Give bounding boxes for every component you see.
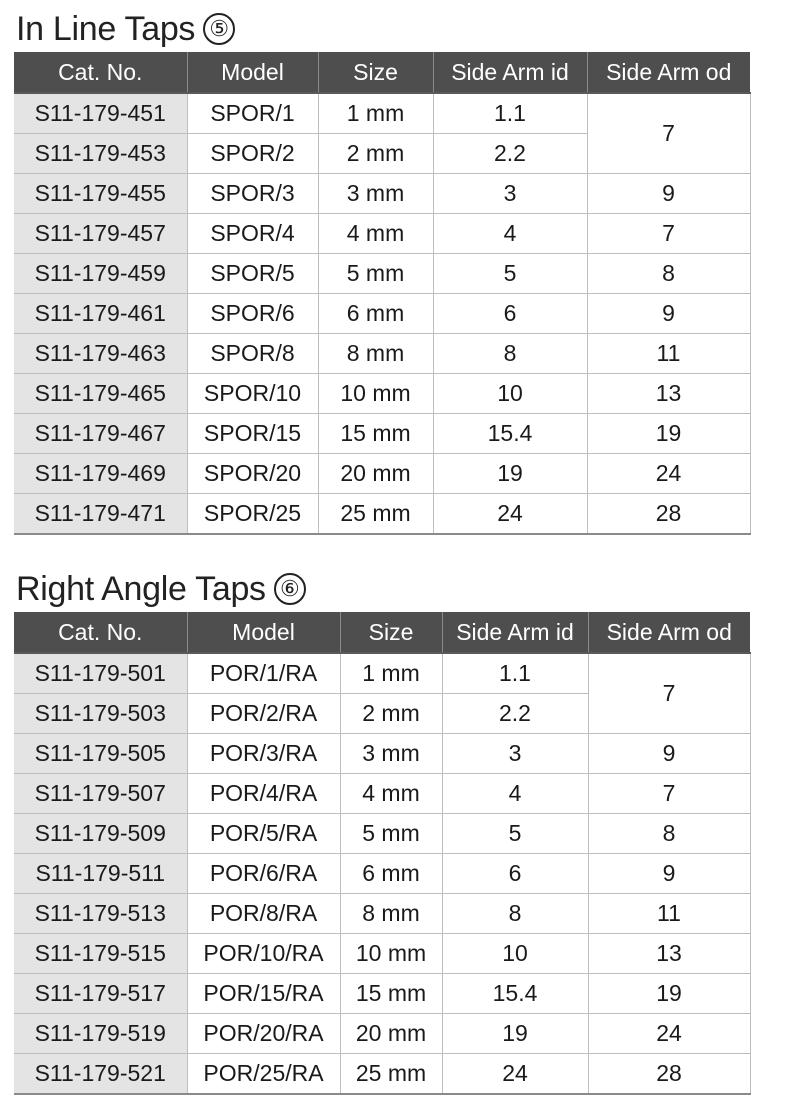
size-cell: 1 mm <box>318 93 433 134</box>
size-cell: 4 mm <box>340 774 442 814</box>
cat-no-cell: S11-179-459 <box>14 254 187 294</box>
table-row <box>14 454 750 494</box>
model-cell: SPOR/6 <box>187 294 318 334</box>
cat-no-cell: S11-179-509 <box>14 814 187 854</box>
model-cell: SPOR/3 <box>187 174 318 214</box>
size-cell: 10 mm <box>318 374 433 414</box>
side-arm-id-cell: 4 <box>442 774 588 814</box>
side-arm-id-cell: 8 <box>442 894 588 934</box>
side-arm-id-cell: 3 <box>442 734 588 774</box>
side-arm-od-cell: 28 <box>588 1054 750 1095</box>
model-cell: SPOR/15 <box>187 414 318 454</box>
size-cell: 3 mm <box>318 174 433 214</box>
table-row <box>14 254 750 294</box>
cat-no-cell: S11-179-513 <box>14 894 187 934</box>
section-number-text: ⑤ <box>209 16 229 41</box>
side-arm-od-cell: 24 <box>587 454 750 494</box>
cat-no-cell: S11-179-451 <box>14 93 187 134</box>
section-title <box>16 6 750 52</box>
side-arm-id-cell: 24 <box>442 1054 588 1095</box>
cat-no-cell: S11-179-507 <box>14 774 187 814</box>
header-size: Size <box>340 612 442 653</box>
side-arm-id-cell: 24 <box>433 494 587 535</box>
section-number-badge <box>274 573 306 605</box>
cat-no-cell: S11-179-455 <box>14 174 187 214</box>
side-arm-od-cell: 7 <box>587 93 750 174</box>
side-arm-id-cell: 19 <box>433 454 587 494</box>
model-cell: POR/25/RA <box>187 1054 340 1095</box>
side-arm-id-cell: 1.1 <box>433 93 587 134</box>
cat-no-cell: S11-179-519 <box>14 1014 187 1054</box>
cat-no-cell: S11-179-467 <box>14 414 187 454</box>
product-table <box>14 52 751 535</box>
table-row <box>14 1014 750 1054</box>
side-arm-id-cell: 15.4 <box>442 974 588 1014</box>
table-row <box>14 814 750 854</box>
cat-no-cell: S11-179-511 <box>14 854 187 894</box>
side-arm-id-cell: 19 <box>442 1014 588 1054</box>
table-row <box>14 174 750 214</box>
table-row <box>14 334 750 374</box>
table-row <box>14 494 750 535</box>
cat-no-cell: S11-179-517 <box>14 974 187 1014</box>
size-cell: 3 mm <box>340 734 442 774</box>
table-row <box>14 374 750 414</box>
header-size: Size <box>318 52 433 93</box>
model-cell: POR/6/RA <box>187 854 340 894</box>
size-cell: 5 mm <box>340 814 442 854</box>
table-row <box>14 734 750 774</box>
model-cell: POR/2/RA <box>187 694 340 734</box>
size-cell: 6 mm <box>340 854 442 894</box>
size-cell: 2 mm <box>318 134 433 174</box>
size-cell: 2 mm <box>340 694 442 734</box>
side-arm-od-cell: 7 <box>588 653 750 734</box>
table-row <box>14 93 750 134</box>
model-cell: SPOR/25 <box>187 494 318 535</box>
side-arm-id-cell: 2.2 <box>433 134 587 174</box>
table-header-row <box>14 612 750 653</box>
cat-no-cell: S11-179-501 <box>14 653 187 694</box>
cat-no-cell: S11-179-471 <box>14 494 187 535</box>
side-arm-id-cell: 1.1 <box>442 653 588 694</box>
cat-no-cell: S11-179-457 <box>14 214 187 254</box>
size-cell: 10 mm <box>340 934 442 974</box>
side-arm-id-cell: 2.2 <box>442 694 588 734</box>
size-cell: 4 mm <box>318 214 433 254</box>
section-title-text: In Line Taps <box>16 10 196 48</box>
table-row <box>14 414 750 454</box>
side-arm-id-cell: 8 <box>433 334 587 374</box>
side-arm-od-cell: 7 <box>587 214 750 254</box>
model-cell: POR/8/RA <box>187 894 340 934</box>
section-title <box>16 566 750 612</box>
side-arm-od-cell: 8 <box>587 254 750 294</box>
cat-no-cell: S11-179-465 <box>14 374 187 414</box>
side-arm-od-cell: 28 <box>587 494 750 535</box>
side-arm-id-cell: 6 <box>442 854 588 894</box>
table-header-row <box>14 52 750 93</box>
size-cell: 15 mm <box>318 414 433 454</box>
side-arm-od-cell: 24 <box>588 1014 750 1054</box>
model-cell: SPOR/2 <box>187 134 318 174</box>
cat-no-cell: S11-179-461 <box>14 294 187 334</box>
section-number-text: ⑥ <box>280 576 300 601</box>
side-arm-od-cell: 11 <box>587 334 750 374</box>
size-cell: 20 mm <box>340 1014 442 1054</box>
table-row <box>14 214 750 254</box>
model-cell: SPOR/20 <box>187 454 318 494</box>
cat-no-cell: S11-179-469 <box>14 454 187 494</box>
side-arm-od-cell: 13 <box>587 374 750 414</box>
in-line-taps-section <box>14 6 750 535</box>
cat-no-cell: S11-179-505 <box>14 734 187 774</box>
model-cell: SPOR/10 <box>187 374 318 414</box>
side-arm-od-cell: 19 <box>587 414 750 454</box>
size-cell: 15 mm <box>340 974 442 1014</box>
side-arm-od-cell: 8 <box>588 814 750 854</box>
section-number-badge <box>203 13 235 45</box>
side-arm-od-cell: 9 <box>588 734 750 774</box>
model-cell: POR/1/RA <box>187 653 340 694</box>
cat-no-cell: S11-179-503 <box>14 694 187 734</box>
header-cat-no: Cat. No. <box>14 52 187 93</box>
model-cell: POR/10/RA <box>187 934 340 974</box>
right-angle-taps-section <box>14 566 750 1095</box>
size-cell: 5 mm <box>318 254 433 294</box>
model-cell: POR/5/RA <box>187 814 340 854</box>
side-arm-id-cell: 5 <box>433 254 587 294</box>
side-arm-od-cell: 9 <box>588 854 750 894</box>
table-row <box>14 974 750 1014</box>
side-arm-id-cell: 6 <box>433 294 587 334</box>
header-side-arm-od: Side Arm od <box>587 52 750 93</box>
header-side-arm-id: Side Arm id <box>433 52 587 93</box>
size-cell: 1 mm <box>340 653 442 694</box>
side-arm-id-cell: 10 <box>442 934 588 974</box>
cat-no-cell: S11-179-521 <box>14 1054 187 1095</box>
product-table <box>14 612 751 1095</box>
cat-no-cell: S11-179-453 <box>14 134 187 174</box>
cat-no-cell: S11-179-515 <box>14 934 187 974</box>
header-side-arm-od: Side Arm od <box>588 612 750 653</box>
model-cell: POR/3/RA <box>187 734 340 774</box>
side-arm-od-cell: 9 <box>587 174 750 214</box>
size-cell: 25 mm <box>318 494 433 535</box>
header-cat-no: Cat. No. <box>14 612 187 653</box>
model-cell: SPOR/5 <box>187 254 318 294</box>
section-title-text: Right Angle Taps <box>16 570 266 608</box>
table-row <box>14 854 750 894</box>
model-cell: POR/4/RA <box>187 774 340 814</box>
side-arm-od-cell: 13 <box>588 934 750 974</box>
side-arm-id-cell: 10 <box>433 374 587 414</box>
model-cell: SPOR/8 <box>187 334 318 374</box>
side-arm-id-cell: 3 <box>433 174 587 214</box>
size-cell: 8 mm <box>318 334 433 374</box>
side-arm-od-cell: 11 <box>588 894 750 934</box>
size-cell: 20 mm <box>318 454 433 494</box>
header-side-arm-id: Side Arm id <box>442 612 588 653</box>
side-arm-id-cell: 15.4 <box>433 414 587 454</box>
side-arm-id-cell: 4 <box>433 214 587 254</box>
header-model: Model <box>187 52 318 93</box>
table-row <box>14 294 750 334</box>
table-row <box>14 774 750 814</box>
table-row <box>14 653 750 694</box>
size-cell: 25 mm <box>340 1054 442 1095</box>
side-arm-id-cell: 5 <box>442 814 588 854</box>
table-row <box>14 894 750 934</box>
table-row <box>14 934 750 974</box>
table-row <box>14 1054 750 1095</box>
side-arm-od-cell: 9 <box>587 294 750 334</box>
model-cell: POR/20/RA <box>187 1014 340 1054</box>
table-body <box>14 653 750 1094</box>
side-arm-od-cell: 19 <box>588 974 750 1014</box>
header-model: Model <box>187 612 340 653</box>
size-cell: 6 mm <box>318 294 433 334</box>
size-cell: 8 mm <box>340 894 442 934</box>
cat-no-cell: S11-179-463 <box>14 334 187 374</box>
model-cell: POR/15/RA <box>187 974 340 1014</box>
model-cell: SPOR/4 <box>187 214 318 254</box>
side-arm-od-cell: 7 <box>588 774 750 814</box>
model-cell: SPOR/1 <box>187 93 318 134</box>
table-body <box>14 93 750 534</box>
